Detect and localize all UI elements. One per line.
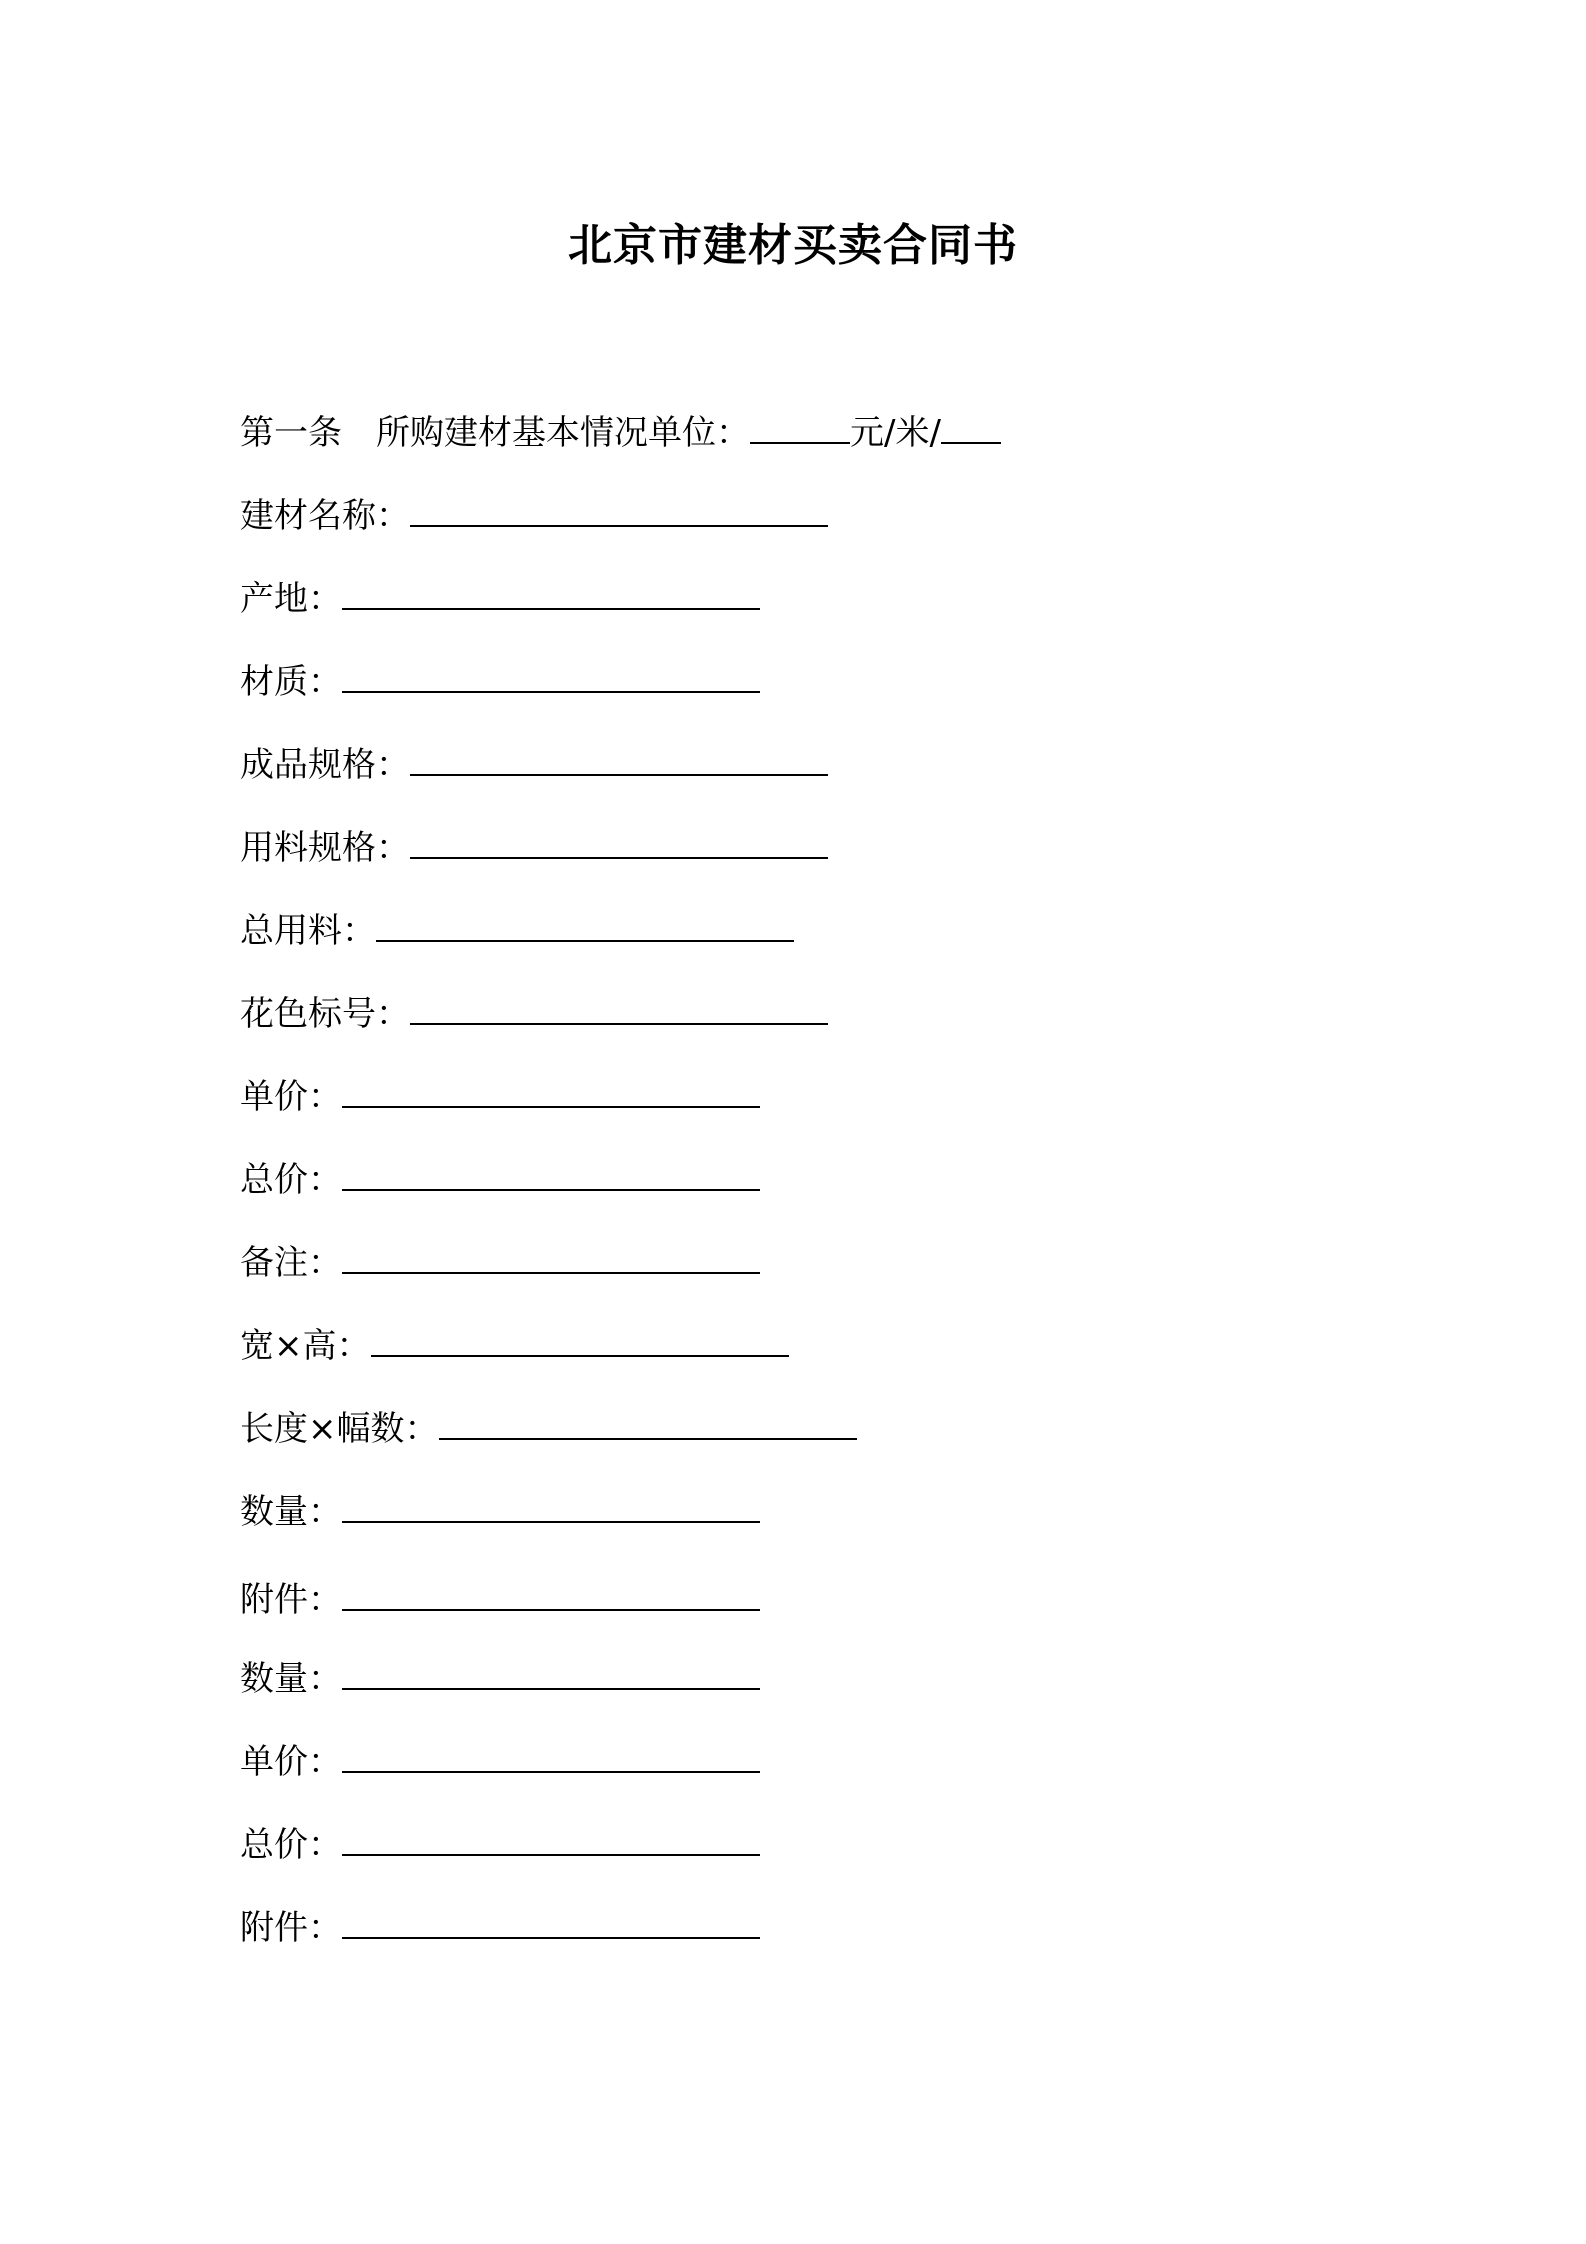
fill-blank[interactable]: [410, 495, 828, 527]
field-label: 材质：: [240, 662, 342, 702]
fill-blank[interactable]: [410, 827, 828, 859]
fill-blank[interactable]: [439, 1408, 857, 1440]
field-attachment-quantity: [240, 1654, 760, 1704]
fill-blank[interactable]: [410, 993, 828, 1025]
fill-blank[interactable]: [342, 578, 760, 610]
fill-blank[interactable]: [371, 1325, 789, 1357]
fill-blank[interactable]: [342, 1076, 760, 1108]
field-label: 附件：: [240, 1908, 342, 1948]
field-total-price: [240, 1155, 760, 1205]
field-product-spec: [240, 740, 828, 790]
field-label: 数量：: [240, 1659, 342, 1699]
field-quantity: [240, 1487, 760, 1537]
field-label: 总价：: [240, 1825, 342, 1865]
field-label: 长度×幅数：: [240, 1409, 439, 1449]
fill-blank[interactable]: [342, 1159, 760, 1191]
fill-blank[interactable]: [342, 1579, 760, 1611]
field-attachment-unit-price: [240, 1737, 760, 1787]
field-label: 单价：: [240, 1077, 342, 1117]
fill-blank[interactable]: [410, 744, 828, 776]
field-remarks: [240, 1238, 760, 1288]
fill-blank[interactable]: [342, 1824, 760, 1856]
field-origin: [240, 574, 760, 624]
field-unit-price: [240, 1072, 760, 1122]
article-number: 第一条: [240, 413, 342, 453]
field-attachment-total-price: [240, 1820, 760, 1870]
fill-blank[interactable]: [342, 1242, 760, 1274]
field-label: 用料规格：: [240, 828, 410, 868]
field-label: 产地：: [240, 579, 342, 619]
field-attachment: [240, 1575, 760, 1625]
field-material-name: [240, 491, 828, 541]
field-label: 宽×高：: [240, 1326, 371, 1366]
field-label: 建材名称：: [240, 496, 410, 536]
fill-blank[interactable]: [342, 1907, 760, 1939]
field-label: 单价：: [240, 1742, 342, 1782]
field-attachment-2: [240, 1903, 760, 1953]
field-length-count: [240, 1404, 857, 1454]
fill-blank[interactable]: [342, 1658, 760, 1690]
fill-blank[interactable]: [342, 1491, 760, 1523]
field-label: 花色标号：: [240, 994, 410, 1034]
unit-blank[interactable]: [750, 412, 850, 444]
article-heading: 所购建材基本情况单位：: [376, 413, 750, 453]
field-label: 总用料：: [240, 911, 376, 951]
field-texture: [240, 657, 760, 707]
field-label: 附件：: [240, 1580, 342, 1620]
field-label: 备注：: [240, 1243, 342, 1283]
unit-text: 元/米/: [850, 413, 941, 453]
unit-blank-tail[interactable]: [941, 412, 1001, 444]
fill-blank[interactable]: [342, 1741, 760, 1773]
field-material-spec: [240, 823, 828, 873]
fill-blank[interactable]: [376, 910, 794, 942]
field-width-height: [240, 1321, 789, 1371]
field-label: 成品规格：: [240, 745, 410, 785]
field-label: 总价：: [240, 1160, 342, 1200]
article-1-line: [240, 408, 1001, 458]
fill-blank[interactable]: [342, 661, 760, 693]
field-label: 数量：: [240, 1492, 342, 1532]
document-title: 北京市建材买卖合同书: [568, 220, 1018, 271]
field-color-code: [240, 989, 828, 1039]
field-total-material: [240, 906, 794, 956]
